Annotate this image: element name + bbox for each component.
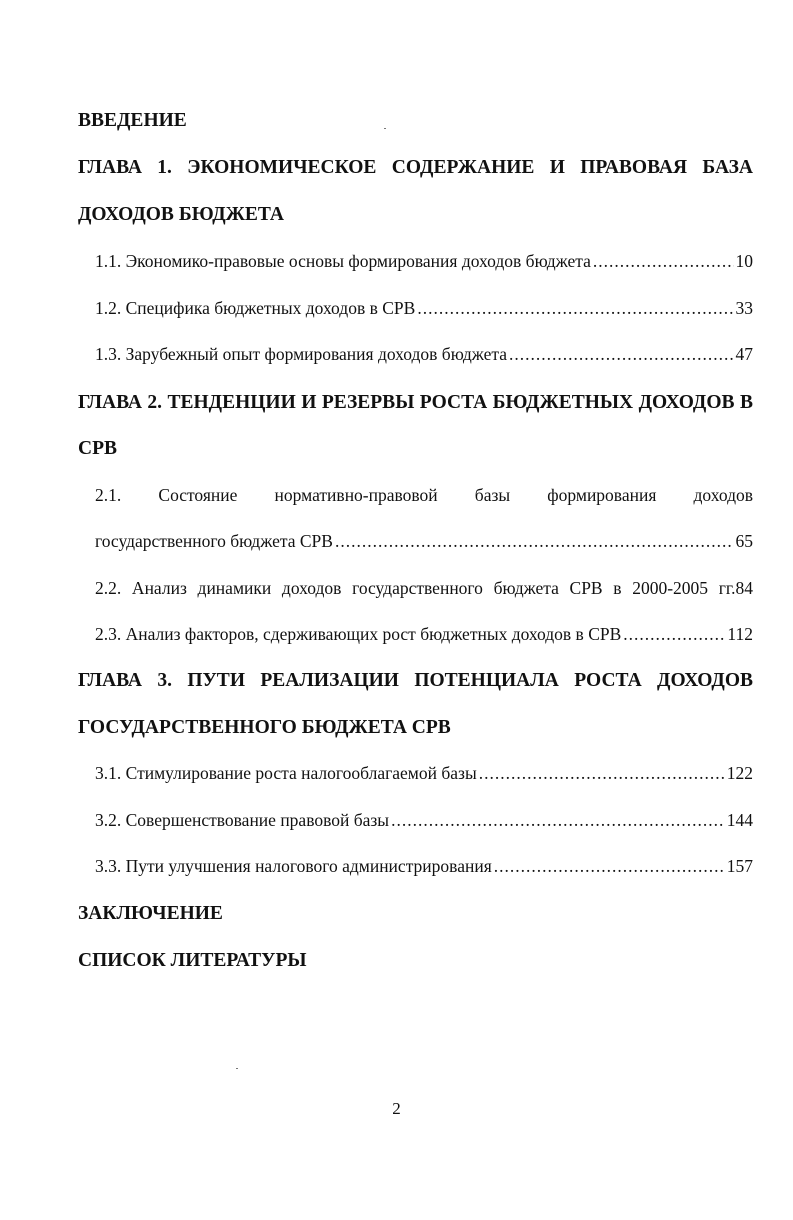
toc-entry-title: государственного бюджета СРВ	[95, 531, 333, 551]
toc-entry-page: 65	[735, 531, 753, 551]
leader-dots	[479, 762, 725, 784]
toc-entry-1-3	[95, 343, 753, 365]
toc-entry-2-1-line1: 2.1. Состояние нормативно-правовой базы формирования доходов	[95, 485, 753, 505]
chapter2-heading-line2: СРВ	[78, 438, 117, 459]
leader-dots	[494, 855, 725, 877]
toc-entry-page: 10	[735, 251, 753, 271]
toc-entry-1-2	[95, 297, 753, 319]
toc-entry-title: 1.3. Зарубежный опыт формирования доходов бюджета	[95, 344, 508, 364]
heading-references: СПИСОК ЛИТЕРАТУРЫ	[78, 950, 307, 971]
leader-dots	[509, 343, 733, 365]
leader-dots	[417, 297, 733, 319]
chapter1-heading-line1: ГЛАВА 1. ЭКОНОМИЧЕСКОЕ СОДЕРЖАНИЕ И ПРАВОВАЯ БАЗА	[78, 157, 753, 178]
toc-entry-title: 3.3. Пути улучшения налогового администрирования	[95, 856, 492, 876]
leader-dots	[335, 530, 734, 552]
scan-speck	[236, 1068, 238, 1069]
toc-entry-1-1	[95, 250, 753, 272]
heading-conclusion: ЗАКЛЮЧЕНИЕ	[78, 903, 223, 924]
toc-entry-title: 3.2. Совершенствование правовой базы	[95, 810, 390, 830]
heading-intro: ВВЕДЕНИЕ	[78, 110, 187, 131]
leader-dots	[391, 809, 725, 831]
toc-entry-title: 2.3. Анализ факторов, сдерживающих рост бюджетных доходов в СРВ	[95, 624, 622, 644]
toc-entry-2-3	[95, 623, 753, 645]
chapter2-heading-line1: ГЛАВА 2. ТЕНДЕНЦИИ И РЕЗЕРВЫ РОСТА БЮДЖЕТНЫХ ДОХОДОВ В	[78, 392, 753, 413]
chapter3-heading-line1: ГЛАВА 3. ПУТИ РЕАЛИЗАЦИИ ПОТЕНЦИАЛА РОСТА ДОХОДОВ	[78, 670, 753, 691]
toc-entry-2-1-line2	[95, 530, 753, 552]
toc-entry-title: 2.2. Анализ динамики доходов государственного бюджета СРВ в 2000-2005 гг.84	[95, 578, 753, 598]
toc-entry-2-2	[95, 577, 753, 599]
toc-entry-page: 47	[735, 344, 753, 364]
leader-dots	[623, 623, 725, 645]
toc-entry-page: 157	[726, 856, 753, 876]
toc-entry-3-1	[95, 762, 753, 784]
toc-entry-title: 3.1. Стимулирование роста налогооблагаемой базы	[95, 763, 477, 783]
toc-entry-page: 122	[726, 763, 753, 783]
toc-entry-title: 1.1. Экономико-правовые основы формирования доходов бюджета	[95, 251, 591, 271]
leader-dots	[593, 250, 734, 272]
toc-entry-page: 33	[735, 298, 753, 318]
toc-entry-page: 144	[726, 810, 753, 830]
chapter3-heading-line2: ГОСУДАРСТВЕННОГО БЮДЖЕТА СРВ	[78, 717, 451, 738]
toc-entry-page: 112	[727, 624, 753, 644]
toc-entry-3-2	[95, 809, 753, 831]
chapter1-heading-line2: ДОХОДОВ БЮДЖЕТА	[78, 204, 285, 225]
toc-entry-3-3	[95, 855, 753, 877]
toc-entry-title: 1.2. Специфика бюджетных доходов в СРВ	[95, 298, 416, 318]
page-number: 2	[392, 1099, 401, 1118]
scan-speck	[384, 128, 386, 129]
